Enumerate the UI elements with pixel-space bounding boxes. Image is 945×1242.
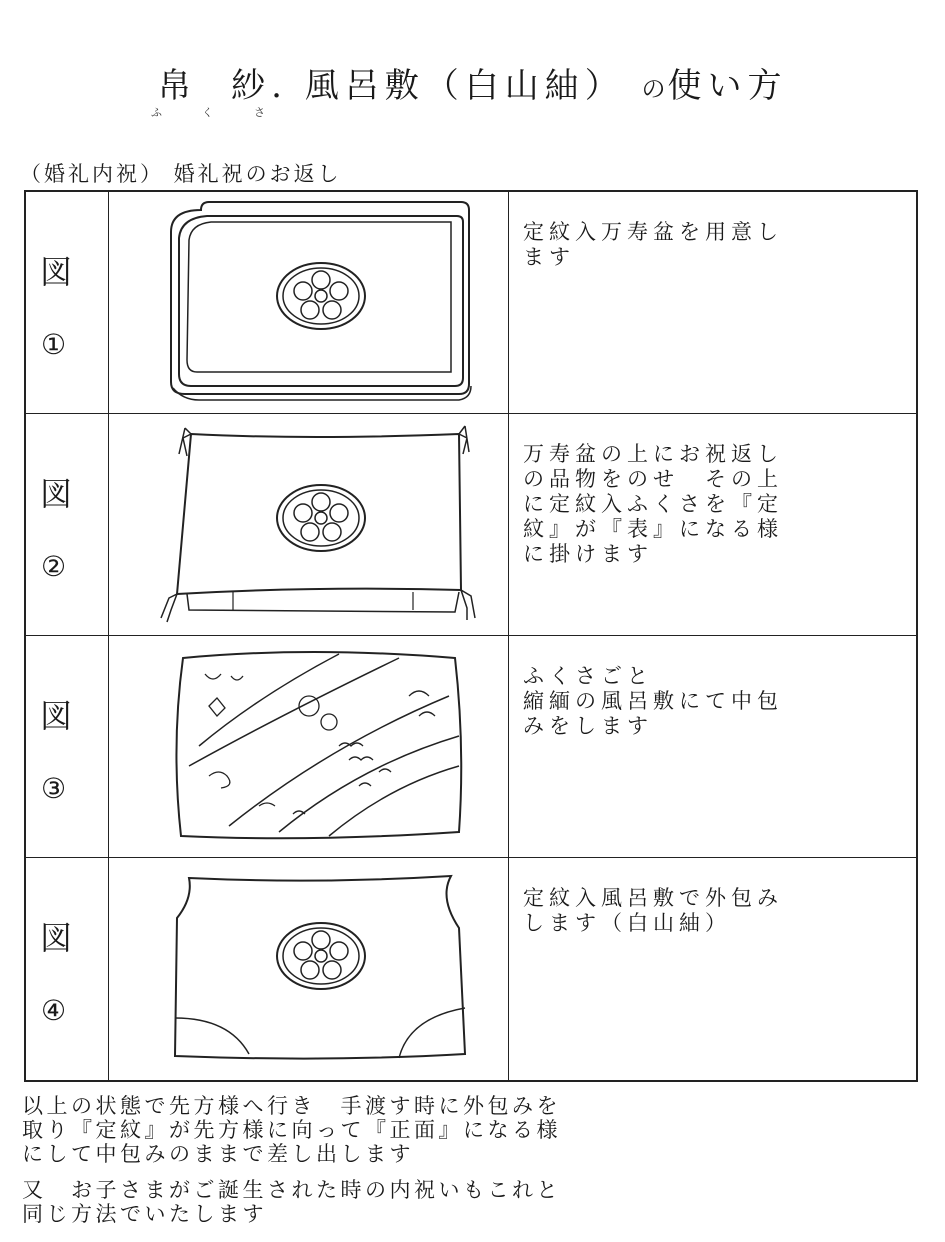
figure-description: ふくさごと 縮緬の風呂敷にて中包 みをします [523,664,783,738]
figure-description: 万寿盆の上にお祝返し の品物をのせ その上 に定紋入ふくさを『定 紋』が『表』になる様 に掛けます [523,442,783,566]
figure-number: ③ [41,772,67,805]
footer-paragraph-2: 又 お子さまがご誕生された時の内祝いもこれと 同じ方法でいたします [22,1178,561,1226]
furoshiki-icon [109,636,507,856]
figure-illustration-cell [109,858,509,1080]
tray-icon [109,192,507,412]
figure-number: ④ [41,994,67,1027]
title-char-sa: 紗. [231,66,288,106]
footer-paragraph-1: 以上の状態で先方様へ行き 手渡す時に外包みを 取り『定紋』が先方様に向って『正面』になる様 にして中包みのままで差し出します [22,1094,561,1166]
figure-label: 図 [40,475,73,513]
figure-description: 定紋入万寿盆を用意し ます [523,220,783,269]
figure-label-cell [26,192,109,413]
figure-label-cell [26,414,109,635]
ruby-ku: く [202,106,213,119]
title-char-fuku: 帛 [157,66,198,106]
title-usage: 使い方 [667,66,788,106]
figure-row-4 [26,858,916,1080]
figure-row-1 [26,192,916,414]
ruby-sa: さ [254,106,265,119]
subtitle: （婚礼内祝） 婚礼祝のお返し [20,162,342,186]
figure-number: ① [41,328,67,361]
instruction-table [24,190,918,1082]
figure-label: 図 [40,919,73,957]
figure-label-cell [26,636,109,857]
page-title [0,58,945,107]
figure-label: 図 [40,697,73,735]
figure-illustration-cell [109,192,509,413]
figure-row-3 [26,636,916,858]
figure-row-2 [26,414,916,636]
figure-description: 定紋入風呂敷で外包み します（白山紬） [523,886,783,935]
figure-illustration-cell [109,636,509,857]
figure-illustration-cell [109,414,509,635]
title-furoshiki: 風呂敷（白山紬） [304,66,625,106]
wrapped-package-icon [109,858,507,1078]
figure-label: 図 [40,253,73,291]
figure-number: ② [41,550,67,583]
title-particle: の [641,75,668,103]
ruby-fu: ふ [151,106,162,119]
fukusa-icon [109,414,507,634]
figure-label-cell [26,858,109,1080]
